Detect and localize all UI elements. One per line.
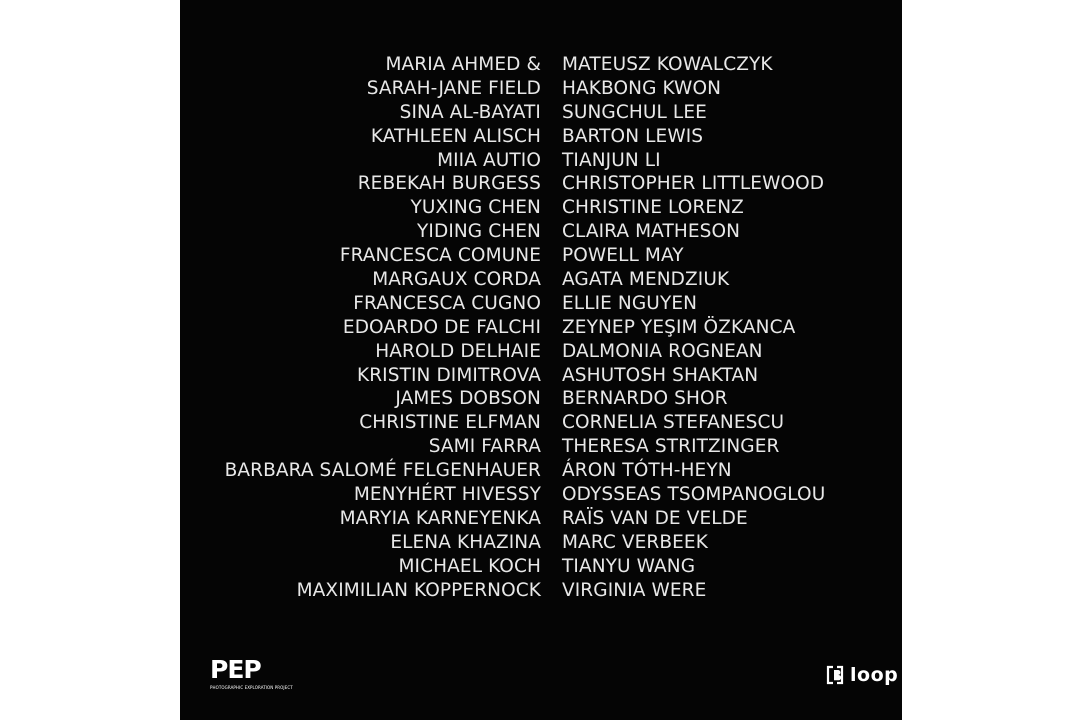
- credit-name: CHRISTINE LORENZ: [562, 197, 744, 219]
- b-bracket-logo-icon: [826, 665, 844, 685]
- credit-name: HAKBONG KWON: [562, 77, 722, 99]
- credit-name: ELLIE NGUYEN: [562, 292, 698, 314]
- credit-name: THERESA STRITZINGER: [562, 436, 780, 458]
- credit-name: REBEKAH BURGESS: [357, 173, 541, 195]
- pep-logo: [210, 657, 293, 691]
- credit-name: TIANJUN LI: [562, 149, 661, 171]
- credit-name: CORNELIA STEFANESCU: [562, 412, 785, 434]
- credit-name: ODYSSEAS TSOMPANOGLOU: [562, 484, 826, 506]
- credit-name: ZEYNEP YEŞIM ÖZKANCA: [562, 316, 796, 338]
- credit-name: MARC VERBEEK: [562, 531, 708, 553]
- credit-name: CHRISTINE ELFMAN: [359, 412, 541, 434]
- credit-name: MARYIA KARNEYENKA: [339, 507, 541, 529]
- credit-name: ASHUTOSH SHAKTAN: [562, 364, 759, 386]
- credit-name: BERNARDO SHOR: [562, 388, 728, 410]
- loop-wordmark: loop: [850, 664, 899, 686]
- credit-name: CLAIRA MATHESON: [562, 221, 741, 243]
- credits-panel: [180, 0, 902, 720]
- credits-left-column: [225, 53, 541, 602]
- credit-name: SARAH-JANE FIELD: [366, 77, 541, 99]
- credit-name: YIDING CHEN: [417, 221, 541, 243]
- credit-name: MENYHÉRT HIVESSY: [353, 484, 541, 506]
- credit-name: KRISTIN DIMITROVA: [357, 364, 541, 386]
- credit-name: POWELL MAY: [562, 245, 684, 267]
- credit-name: AGATA MENDZIUK: [562, 269, 730, 291]
- credit-name: ÁRON TÓTH-HEYN: [562, 460, 732, 482]
- credit-name: ELENA KHAZINA: [390, 531, 541, 553]
- credits-right-column: [562, 53, 825, 602]
- credit-name: BARBARA SALOMÉ FELGENHAUER: [224, 460, 541, 482]
- credit-name: FRANCESCA COMUNE: [339, 245, 541, 267]
- credit-name: SUNGCHUL LEE: [562, 101, 707, 123]
- credit-name: RAÏS VAN DE VELDE: [562, 507, 748, 529]
- credit-name: KATHLEEN ALISCH: [370, 125, 541, 147]
- credit-name: JAMES DOBSON: [395, 388, 541, 410]
- credit-name: VIRGINIA WERE: [562, 579, 707, 601]
- credit-name: MAXIMILIAN KOPPERNOCK: [296, 579, 541, 601]
- credit-name: TIANYU WANG: [562, 555, 696, 577]
- credit-name: MICHAEL KOCH: [398, 555, 541, 577]
- pep-wordmark: PEP: [210, 655, 261, 684]
- credit-name: HAROLD DELHAIE: [375, 340, 541, 362]
- credit-name: MARIA AHMED &: [385, 54, 541, 75]
- credit-name: SAMI FARRA: [428, 436, 541, 458]
- credit-name: MARGAUX CORDA: [372, 269, 541, 291]
- pep-tagline: PHOTOGRAPHIC EXPLORATION PROJECT: [210, 685, 293, 690]
- loop-logo: [826, 664, 898, 686]
- credit-name: BARTON LEWIS: [562, 125, 704, 147]
- credit-name: EDOARDO DE FALCHI: [342, 316, 541, 338]
- credit-name: MATEUSZ KOWALCZYK: [562, 54, 773, 75]
- credit-name: SINA AL-BAYATI: [399, 101, 541, 123]
- credit-name: DALMONIA ROGNEAN: [562, 340, 763, 362]
- credit-name: CHRISTOPHER LITTLEWOOD: [562, 173, 825, 195]
- credit-name: MIIA AUTIO: [437, 149, 541, 171]
- credit-name: FRANCESCA CUGNO: [353, 292, 541, 314]
- credit-name: YUXING CHEN: [410, 197, 541, 219]
